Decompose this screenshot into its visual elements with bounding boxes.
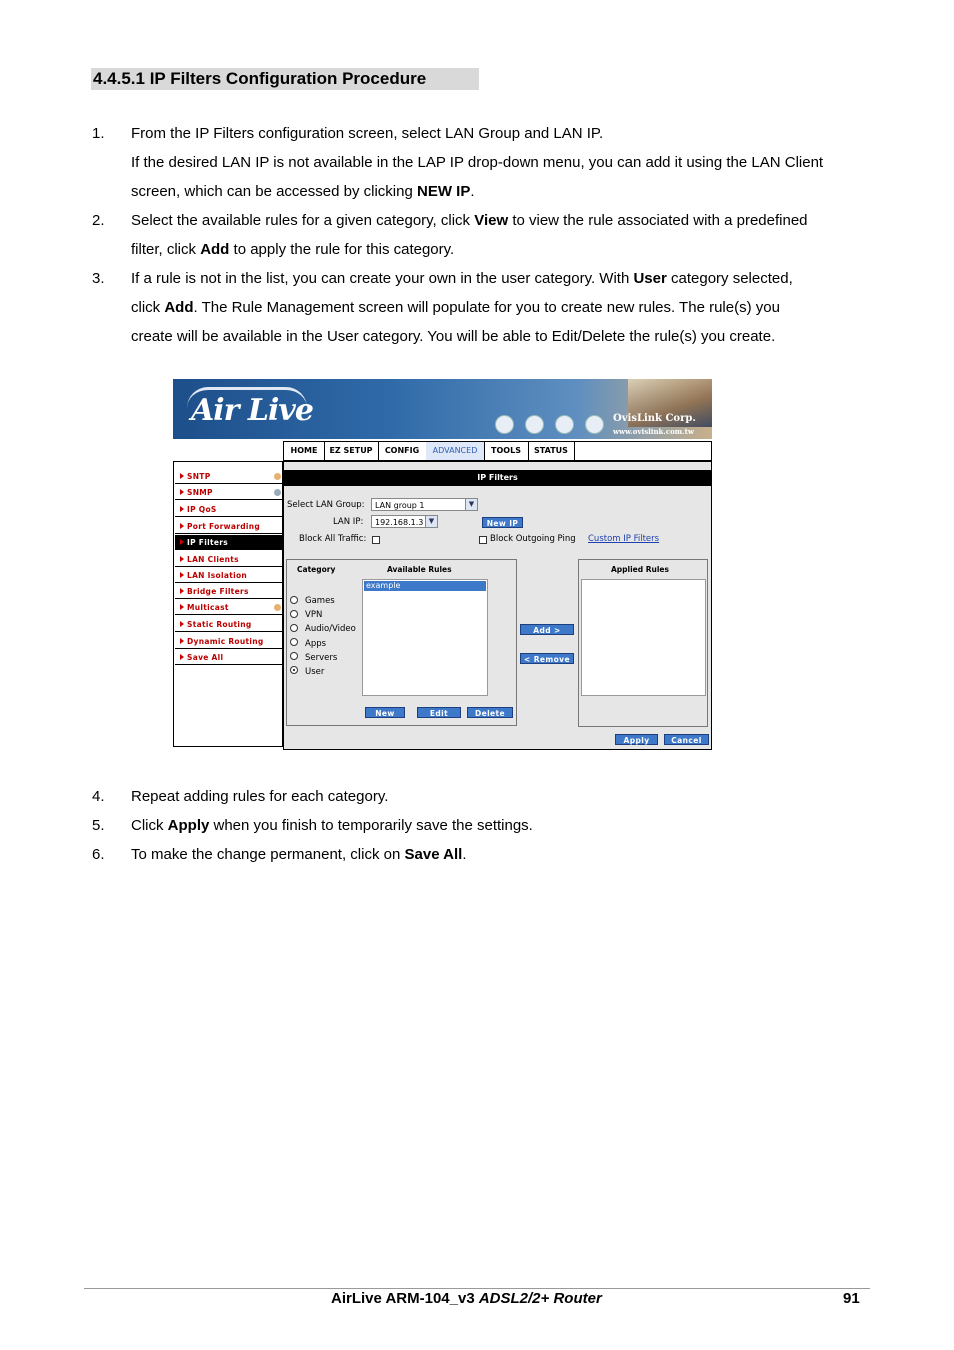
sidebar-item-snmp[interactable]: SNMP — [175, 485, 283, 500]
new-ip-button[interactable]: New IP — [482, 517, 523, 528]
block-ping-label: Block Outgoing Ping — [490, 534, 576, 544]
radio-vpn[interactable] — [290, 610, 298, 618]
page-title: IP Filters — [284, 470, 711, 486]
step-number: 2. — [92, 212, 105, 229]
step-text-bold: Add — [164, 299, 194, 316]
step-text: . — [462, 846, 467, 863]
step-text: Repeat adding rules for each category. — [131, 788, 389, 805]
ip-filters-screenshot — [173, 379, 712, 750]
step-text-line — [131, 119, 871, 148]
nav-tools[interactable]: TOOLS — [484, 442, 529, 460]
sidebar-item-static-routing[interactable]: Static Routing — [175, 617, 283, 632]
airlive-logo: Air Live — [191, 393, 313, 428]
step-text-bold: NEW IP — [416, 183, 471, 200]
category-label: Audio/Video — [305, 624, 356, 634]
sidebar-item-sntp[interactable]: SNTP — [175, 469, 283, 484]
sidebar-item-ip-filters[interactable]: IP Filters — [175, 535, 283, 550]
ovislink-name: OvisLink Corp. — [613, 413, 696, 424]
step-text-line — [131, 235, 871, 264]
step-text-bold: View — [474, 212, 509, 229]
step-text-line — [131, 840, 871, 869]
step-text: filter, click — [131, 241, 201, 258]
footer-product-type: ADSL2/2+ Router — [478, 1290, 602, 1307]
block-all-label: Block All Traffic: — [299, 534, 367, 544]
step-text: screen, which can be accessed by clicking — [131, 183, 417, 200]
step-text: . — [470, 183, 475, 200]
step-text: when you finish to temporarily save the settings. — [209, 817, 533, 834]
sidebar-item-save-all[interactable]: Save All — [175, 650, 283, 665]
available-rules-header: Available Rules — [387, 565, 452, 574]
sidebar-item-ip-qos[interactable]: IP QoS — [175, 502, 283, 517]
step-text: create will be available in the User category. You will be able to Edit/Delete the rule(s) you create. — [131, 328, 776, 345]
section-heading: 4.4.5.1 IP Filters Configuration Procedure — [91, 68, 479, 90]
footer-product-name: AirLive ARM-104_v3 — [331, 1290, 479, 1307]
lan-group-label: Select LAN Group: — [287, 500, 365, 510]
nav-status[interactable]: STATUS — [528, 442, 575, 460]
step-text: Click — [131, 817, 168, 834]
applied-rules-list[interactable] — [581, 579, 706, 696]
cancel-button[interactable]: Cancel — [664, 734, 709, 745]
step-text-line — [131, 782, 871, 811]
step-text: From the IP Filters configuration screen, select LAN Group and LAN IP. — [131, 125, 604, 142]
step-text: Select the available rules for a given category, click — [131, 212, 475, 229]
block-all-checkbox[interactable] — [372, 536, 380, 544]
step-text-line — [131, 264, 871, 293]
nav-ez-setup[interactable]: EZ SETUP — [324, 442, 379, 460]
radio-audio-video[interactable] — [290, 624, 298, 632]
sidebar-item-lan-isolation[interactable]: LAN Isolation — [175, 568, 283, 583]
step-number: 5. — [92, 817, 105, 834]
lan-group-select[interactable]: LAN group 1 ▼ — [371, 498, 478, 511]
sidebar-item-bridge-filters[interactable]: Bridge Filters — [175, 584, 283, 599]
globe-icon — [555, 415, 574, 434]
lan-ip-select[interactable]: 192.168.1.3 ▼ — [371, 515, 438, 528]
footer-product — [331, 1290, 602, 1308]
custom-ip-filters-link[interactable]: Custom IP Filters — [588, 534, 660, 544]
step-text-line — [131, 811, 871, 840]
rules-panel — [286, 559, 517, 726]
sidebar-item-dynamic-routing[interactable]: Dynamic Routing — [175, 634, 283, 649]
new-rule-button[interactable]: New — [365, 707, 405, 718]
banner — [173, 379, 712, 439]
step-text-line — [131, 148, 871, 177]
edit-rule-button[interactable]: Edit — [417, 707, 461, 718]
category-header: Category — [297, 565, 336, 574]
apply-button[interactable]: Apply — [615, 734, 658, 745]
step-text-line — [131, 322, 871, 351]
step-text: . The Rule Management screen will populate for you to create new rules. The rule(s) you — [193, 299, 780, 316]
step-text: click — [131, 299, 165, 316]
applied-rules-panel — [578, 559, 708, 727]
add-rule-button[interactable]: Add > — [520, 624, 574, 635]
ovislink-url: www.ovislink.com.tw — [613, 427, 694, 436]
delete-rule-button[interactable]: Delete — [467, 707, 513, 718]
top-nav — [283, 441, 712, 461]
step-number: 6. — [92, 846, 105, 863]
radio-apps[interactable] — [290, 638, 298, 646]
globe-icon — [495, 415, 514, 434]
chevron-down-icon: ▼ — [465, 499, 477, 510]
sidebar-item-lan-clients[interactable]: LAN Clients — [175, 552, 283, 567]
step-number: 4. — [92, 788, 105, 805]
page-number: 91 — [843, 1290, 860, 1307]
applied-rules-header: Applied Rules — [611, 565, 669, 574]
sidebar-item-port-forwarding[interactable]: Port Forwarding — [175, 519, 283, 534]
chevron-down-icon: ▼ — [425, 516, 437, 527]
category-label: Servers — [305, 653, 338, 663]
step-text: If a rule is not in the list, you can create your own in the user category. With — [131, 270, 634, 287]
step-text: category selected, — [666, 270, 793, 287]
step-text-line — [131, 177, 871, 206]
step-text: To make the change permanent, click on — [131, 846, 405, 863]
available-rules-list[interactable] — [362, 579, 488, 696]
nav-config[interactable]: CONFIG — [378, 442, 427, 460]
list-item[interactable]: example — [364, 581, 486, 591]
step-text-line — [131, 293, 871, 322]
category-label: User — [305, 667, 325, 677]
step-text: to view the rule associated with a predefined — [508, 212, 808, 229]
category-label: VPN — [305, 610, 323, 620]
block-ping-checkbox[interactable] — [479, 536, 487, 544]
radio-games[interactable] — [290, 596, 298, 604]
step-text-line — [131, 206, 871, 235]
radio-servers[interactable] — [290, 652, 298, 660]
step-text-bold: Apply — [167, 817, 210, 834]
step-text: to apply the rule for this category. — [229, 241, 455, 258]
remove-rule-button[interactable]: < Remove — [520, 653, 574, 664]
step-text: If the desired LAN IP is not available in the LAP IP drop-down menu, you can add it using the LAN Client — [131, 154, 824, 171]
step-number: 3. — [92, 270, 105, 287]
step-text-bold: Add — [200, 241, 230, 258]
sidebar-item-multicast[interactable]: Multicast — [175, 600, 283, 615]
globe-icon — [585, 415, 604, 434]
lan-ip-label: LAN IP: — [333, 517, 364, 527]
sidebar — [173, 461, 283, 747]
globe-icon — [525, 415, 544, 434]
nav-advanced[interactable]: ADVANCED — [426, 442, 485, 460]
radio-user[interactable] — [290, 666, 298, 674]
step-text-bold: User — [633, 270, 667, 287]
category-label: Games — [305, 596, 335, 606]
step-text-bold: Save All — [404, 846, 463, 863]
footer-divider — [84, 1288, 870, 1289]
category-label: Apps — [305, 639, 327, 649]
main-panel — [283, 461, 712, 750]
nav-home[interactable]: HOME — [284, 442, 325, 460]
step-number: 1. — [92, 125, 105, 142]
